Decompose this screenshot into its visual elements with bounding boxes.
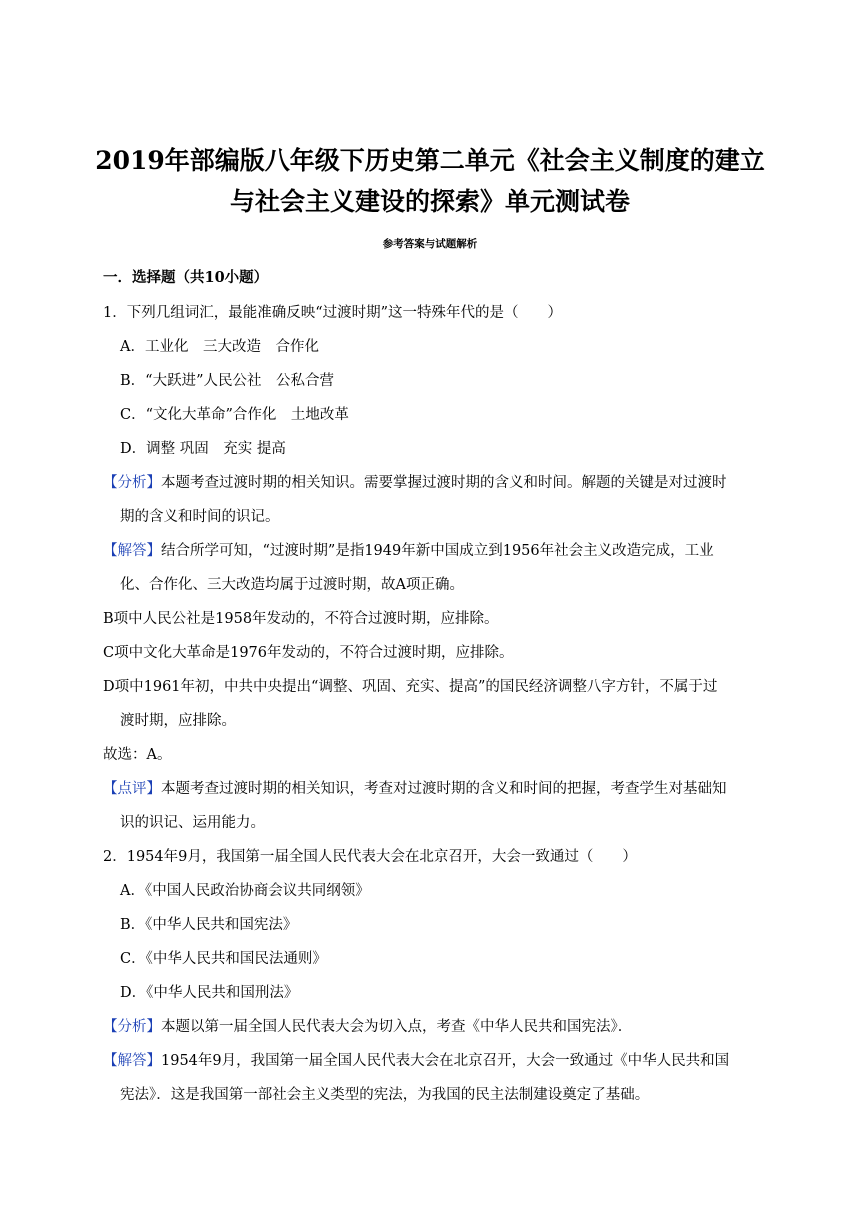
- question-1-analysis-cont: 期的含义和时间的识记。: [120, 509, 280, 525]
- question-2-option-d: D．《中华人民共和国刑法》: [120, 985, 299, 1001]
- answer-tag: 【解答】: [103, 543, 161, 559]
- document-subtitle: 参考答案与试题解析: [382, 238, 478, 250]
- question-2-option-c: C．《中华人民共和国民法通则》: [120, 951, 327, 967]
- question-2-answer: [103, 1049, 729, 1070]
- question-2-stem: 2．1954年9月，我国第一届全国人民代表大会在北京召开，大会一致通过（ ）: [103, 849, 637, 865]
- answer-text: 结合所学可知，“过渡时期”是指1949年新中国成立到1956年社会主义改造完成，工业: [161, 543, 714, 559]
- question-1-option-d: D．调整 巩固 充实 提高: [120, 441, 286, 457]
- analysis-tag: 【分析】: [103, 1019, 161, 1035]
- section-heading: 一．选择题（共10小题）: [103, 269, 269, 286]
- question-1-option-a: A．工业化 三大改造 合作化: [120, 339, 319, 355]
- question-1-option-c: C．“文化大革命”合作化 土地改革: [120, 407, 349, 423]
- question-1-option-b-note: B项中人民公社是1958年发动的，不符合过渡时期，应排除。: [103, 611, 499, 627]
- answer-tag: 【解答】: [103, 1053, 161, 1069]
- comment-tag: 【点评】: [103, 781, 161, 797]
- question-1-comment-cont: 识的识记、运用能力。: [120, 815, 265, 831]
- question-1-answer-cont: 化、合作化、三大改造均属于过渡时期，故A项正确。: [120, 577, 464, 593]
- answer-text: 1954年9月，我国第一届全国人民代表大会在北京召开，大会一致通过《中华人民共和国: [161, 1053, 730, 1069]
- question-2-option-b: B．《中华人民共和国宪法》: [120, 917, 298, 933]
- analysis-text: 本题以第一届全国人民代表大会为切入点，考查《中华人民共和国宪法》．: [161, 1019, 633, 1035]
- analysis-text: 本题考查过渡时期的相关知识。需要掌握过渡时期的含义和时间。解题的关键是对过渡时: [161, 475, 727, 491]
- document-title-line-2: 与社会主义建设的探索》单元测试卷: [229, 187, 630, 216]
- analysis-tag: 【分析】: [103, 475, 161, 491]
- question-2-analysis: [103, 1015, 632, 1036]
- question-1-answer: [103, 539, 714, 560]
- question-1-option-c-note: C项中文化大革命是1976年发动的，不符合过渡时期，应排除。: [103, 645, 514, 661]
- question-1-comment: [103, 777, 727, 798]
- comment-text: 本题考查过渡时期的相关知识，考查对过渡时期的含义和时间的把握，考查学生对基础知: [161, 781, 727, 797]
- question-1-stem: 1．下列几组词汇，最能准确反映“过渡时期”这一特殊年代的是（ ）: [103, 305, 563, 321]
- question-2-option-a: A．《中国人民政治协商会议共同纲领》: [120, 883, 370, 899]
- question-1-option-b: B．“大跃进”人民公社 公私合营: [120, 373, 334, 389]
- question-2-answer-cont: 宪法》．这是我国第一部社会主义类型的宪法，为我国的民主法制建设奠定了基础。: [120, 1087, 650, 1103]
- document-title-line-1: 2019年部编版八年级下历史第二单元《社会主义制度的建立: [95, 146, 765, 175]
- question-1-option-d-note: D项中1961年初，中共中央提出“调整、巩固、充实、提高”的国民经济调整八字方针，不属于过: [103, 679, 718, 695]
- question-1-choice: 故选：A。: [103, 747, 172, 763]
- question-1-analysis: [103, 471, 727, 492]
- question-1-option-d-note-cont: 渡时期，应排除。: [120, 713, 236, 729]
